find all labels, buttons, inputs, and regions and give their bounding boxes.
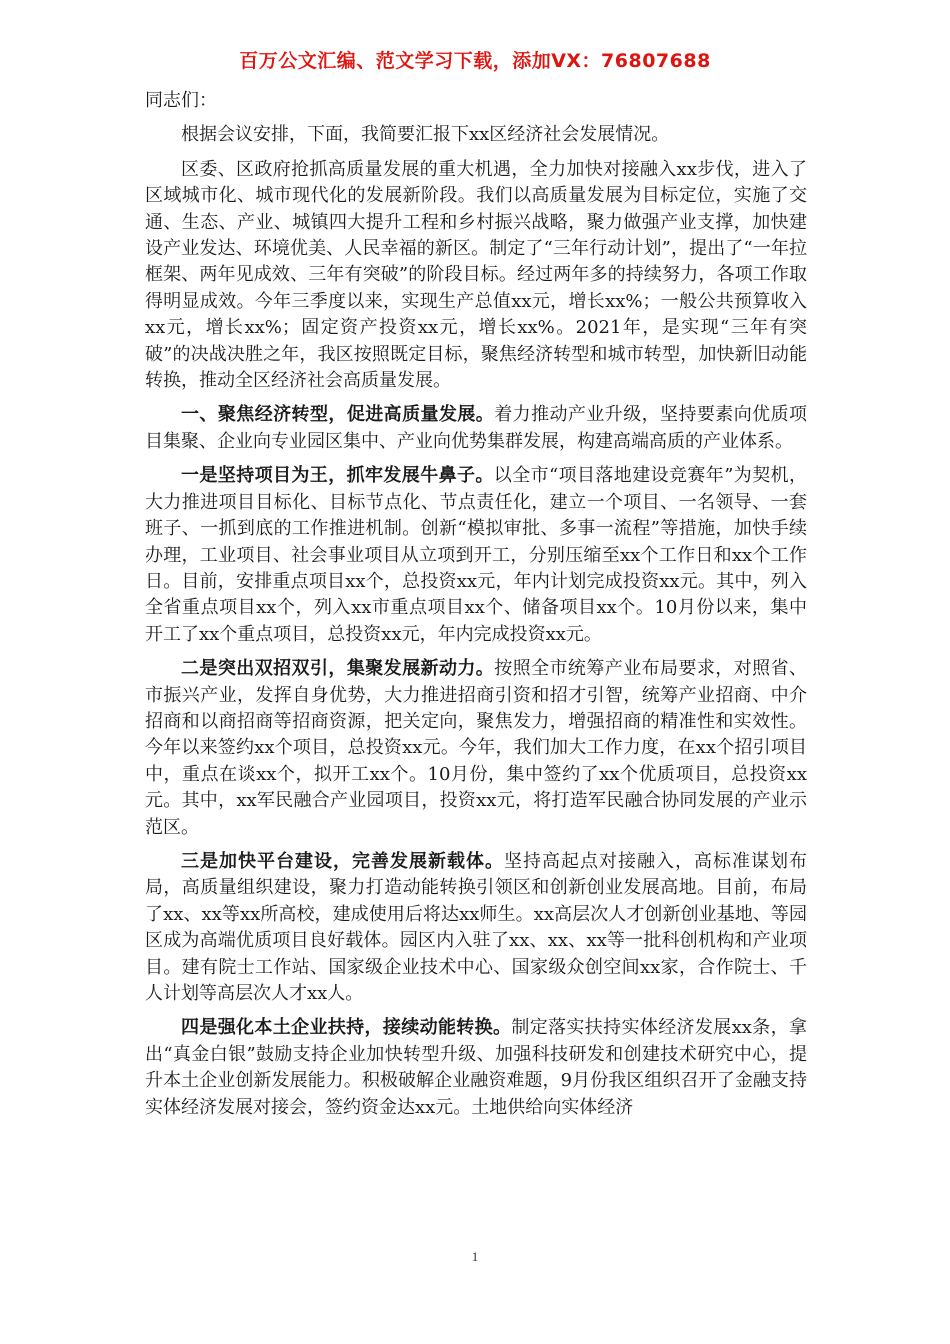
paragraph-item-four [145,1015,807,1121]
paragraph-text: 区委、区政府抢抓高质量发展的重大机遇，全力加快对接融入xx步伐，进入了区域城市化、城市现代化的发展新阶段。我们以高质量发展为目标定位，实施了交通、生态、产业、城镇四大提升工程和乡村振兴战略，聚力做强产业支撑，加快建设产业发达、环境优美、人民幸福的新区。制定了“三年行动计划”，提出了“一年拉框架、两年见成效、三年有突破”的阶段目标。经过两年多的持续努力，各项工作取得明显成效。今年三季度以来，实现生产总值xx元，增长xx%；一般公共预算收入xx元，增长xx%；固定资产投资xx元，增长xx%。2021年，是实现“三年有突破”的决战决胜之年，我区按照既定目标，聚焦经济转型和城市转型，加快新旧动能转换，推动全区经济社会高质量发展。 [145,158,807,392]
page-number: 1 [471,1249,479,1264]
document-body [145,88,807,1129]
paragraph-text: 根据会议安排，下面，我简要汇报下xx区经济社会发展情况。 [181,124,670,146]
paragraph-text: 制定落实扶持实体经济发展xx条，拿出“真金白银”鼓励支持企业加快转型升级、加强科技研发和创建技术研究中心，提升本土企业创新发展能力。积极破解企业融资难题，9月份我区组织召开了金融支持实体经济发展对接会，签约资金达xx元。土地供给向实体经济 [145,1017,807,1118]
paragraph-lead: 三是加快平台建设，完善发展新载体。 [181,850,504,872]
paragraph-overview [145,157,807,395]
paragraph-lead: 四是强化本土企业扶持，接续动能转换。 [181,1017,512,1039]
paragraph-item-three [145,849,807,1007]
paragraph-lead: 一、聚焦经济转型，促进高质量发展。 [181,404,495,426]
paragraph-lead: 一是坚持项目为王，抓牢发展牛鼻子。 [181,465,494,487]
header-banner: 百万公文汇编、范文学习下载，添加VX：76807688 [239,50,711,72]
paragraph-intro [145,122,807,148]
paragraph-lead: 二是突出双招双引，集聚发展新动力。 [181,658,495,680]
paragraph-section-one [145,402,807,455]
paragraph-text: 着力推动产业升级，坚持要素向优质项目集聚、企业向专业园区集中、产业向优势集群发展，构建高端高质的产业体系。 [145,404,808,452]
paragraph-item-two [145,656,807,841]
paragraph-text: 以全市“项目落地建设竞赛年”为契机，大力推进项目目标化、目标节点化、节点责任化，建立一个项目、一名领导、一套班子、一抓到底的工作推进机制。创新“模拟审批、多事一流程”等措施，加快手续办理，工业项目、社会事业项目从立项到开工，分别压缩至xx个工作日和xx个工作日。目前，安排重点项目xx个，总投资xx元，年内计划完成投资xx元。其中，列入全省重点项目xx个，列入xx市重点项目xx个、储备项目xx个。10月份以来，集中开工了xx个重点项目，总投资xx元，年内完成投资xx元。 [145,465,807,645]
salutation: 同志们： [145,90,217,111]
paragraph-text: 坚持高起点对接融入，高标准谋划布局，高质量组织建设，聚力打造动能转换引领区和创新创业发展高地。目前，布局了xx、xx等xx所高校，建成使用后将达xx师生。xx高层次人才创新创业基地、等园区成为高端优质项目良好载体。园区内入驻了xx、xx、xx等一批科创机构和产业项目。建有院士工作站、国家级企业技术中心、国家级众创空间xx家，合作院士、千人计划等高层次人才xx人。 [145,850,807,1004]
paragraph-item-one [145,463,807,648]
paragraph-text: 按照全市统筹产业布局要求，对照省、市振兴产业，发挥自身优势，大力推进招商引资和招才引智，统筹产业招商、中介招商和以商招商等招商资源，把关定向，聚焦发力，增强招商的精准性和实效性。今年以来签约xx个项目，总投资xx元。今年，我们加大工作力度，在xx个招引项目中，重点在谈xx个，拟开工xx个。10月份，集中签约了xx个优质项目，总投资xx元。其中，xx军民融合产业园项目，投资xx元，将打造军民融合协同发展的产业示范区。 [145,658,808,838]
